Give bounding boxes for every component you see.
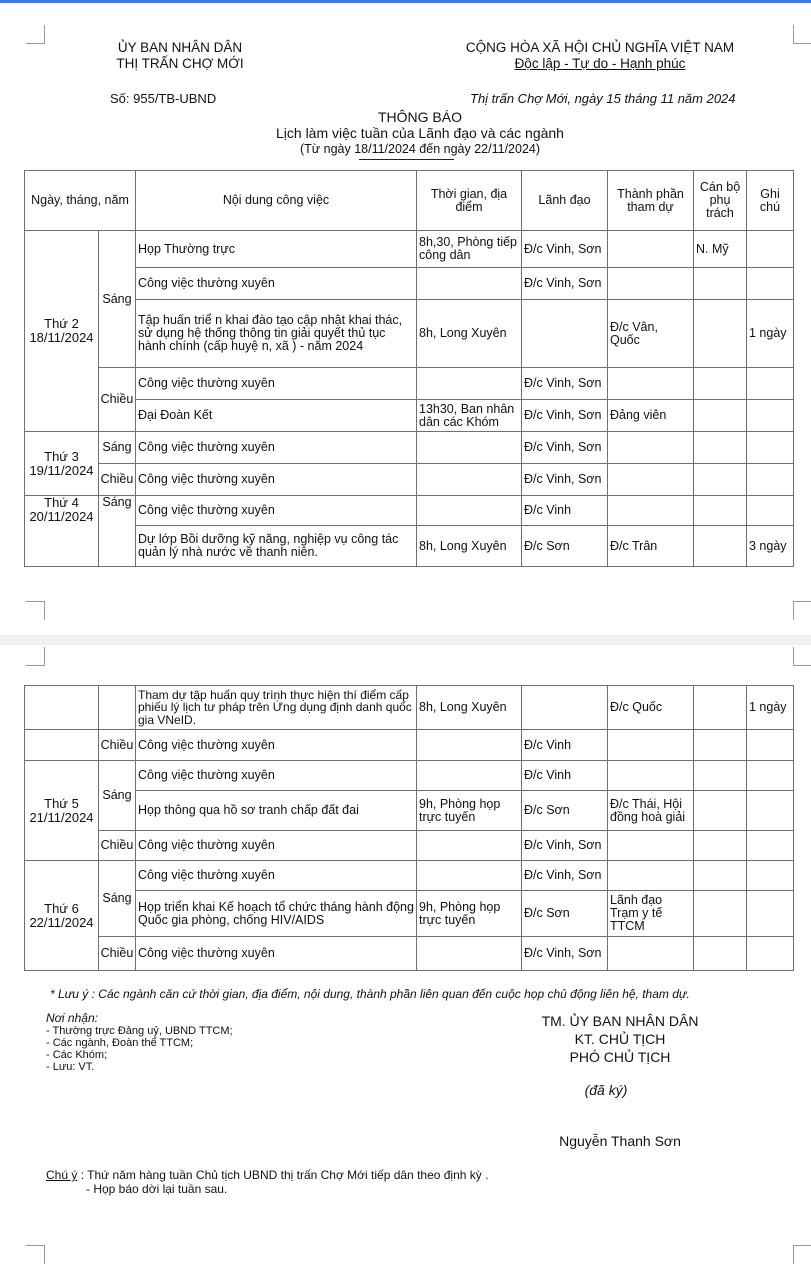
document-type: THÔNG BÁO: [377, 109, 462, 125]
title-underline: [359, 159, 454, 160]
participants-cell: Đ/c Trân: [608, 526, 694, 567]
col-header-time-place: Thời gian, địa điểm: [417, 171, 522, 231]
session-cell: Chiều: [99, 937, 136, 971]
table-row: [25, 231, 794, 268]
national-heading: [430, 40, 770, 72]
page-corner-mark: [26, 601, 45, 620]
table-row: [25, 730, 794, 761]
participants-cell: [608, 432, 694, 464]
participants-cell: Đ/c Quốc: [608, 686, 694, 730]
signature-block: [500, 1012, 740, 1066]
officer-cell: [694, 861, 747, 891]
participants-cell: [608, 730, 694, 761]
session-cell: Chiều: [99, 831, 136, 861]
content-cell: Đại Đoàn Kết: [136, 400, 417, 432]
table-row: [25, 300, 794, 368]
note-cell: [747, 268, 794, 300]
schedule-table: [24, 170, 794, 567]
document-page-1: [0, 3, 811, 635]
officer-cell: [694, 268, 747, 300]
title-block: [205, 109, 635, 157]
leader-cell: Đ/c Vinh, Sơn: [522, 432, 608, 464]
leader-cell: Đ/c Vinh, Sơn: [522, 937, 608, 971]
day-cell: [25, 730, 99, 761]
time-place-cell: 8h,30, Phòng tiếp công dân: [417, 231, 522, 268]
officer-cell: [694, 730, 747, 761]
table-row: [25, 761, 794, 791]
day-cell: [25, 686, 99, 730]
content-cell: Tập huấn triể n khai đào tạo cập nhật khai thác, sử dụng hệ thống thông tin giải quyết thủ tục hành chính (cấp huyệ n, xã ) - năm 2024: [136, 300, 417, 368]
content-cell: Công việc thường xuyên: [136, 368, 417, 400]
session-cell: [99, 686, 136, 730]
date-range: (Từ ngày 18/11/2024 đến ngày 22/11/2024): [299, 142, 541, 156]
participants-cell: [608, 761, 694, 791]
content-cell: Họp Thường trực: [136, 231, 417, 268]
note-cell: [747, 761, 794, 791]
time-place-cell: [417, 861, 522, 891]
note-cell: [747, 231, 794, 268]
recipient-item: - Thường trực Đảng uỷ, UBND TTCM;: [46, 1025, 233, 1037]
day-date: 22/11/2024: [29, 914, 94, 930]
day-cell: [25, 861, 99, 971]
officer-cell: [694, 400, 747, 432]
leader-cell: Đ/c Vinh, Sơn: [522, 268, 608, 300]
attention-line-1: : Thứ năm hàng tuần Chủ tịch UBND thị trấn Chợ Mới tiếp dân theo định kỳ .: [77, 1168, 489, 1182]
officer-cell: [694, 686, 747, 730]
note-cell: [747, 891, 794, 937]
day-name: Thứ 3: [44, 448, 79, 464]
officer-cell: [694, 891, 747, 937]
note-cell: [747, 937, 794, 971]
document-page-2: [0, 645, 811, 1280]
content-cell: Công việc thường xuyên: [136, 761, 417, 791]
day-cell: [25, 496, 99, 567]
attention-label: Chú ý: [46, 1168, 78, 1182]
col-header-participants: Thành phần tham dự: [608, 171, 694, 231]
national-motto: Độc lập - Tự do - Hạnh phúc: [514, 56, 686, 71]
note-cell: [747, 368, 794, 400]
table-row: [25, 526, 794, 567]
schedule-table-continued: [24, 685, 794, 971]
recipients-title: Nơi nhận:: [46, 1011, 98, 1025]
table-row: [25, 891, 794, 937]
time-place-cell: [417, 831, 522, 861]
officer-cell: [694, 464, 747, 496]
content-cell: Công việc thường xuyên: [136, 730, 417, 761]
table-row: [25, 861, 794, 891]
leader-cell: Đ/c Vinh, Sơn: [522, 831, 608, 861]
day-date: 21/11/2024: [29, 809, 94, 825]
session-cell: Sáng: [99, 761, 136, 831]
col-header-officer: Cán bộ phụ trách: [694, 171, 747, 231]
session-cell: Sáng: [99, 231, 136, 368]
session-cell: Chiều: [99, 730, 136, 761]
leader-cell: Đ/c Vinh: [522, 496, 608, 526]
participants-cell: [608, 831, 694, 861]
content-cell: Công việc thường xuyên: [136, 831, 417, 861]
recipient-item: - Các ngành, Đoàn thể TTCM;: [46, 1037, 194, 1049]
participants-cell: [608, 231, 694, 268]
day-cell: [25, 231, 99, 432]
page-corner-mark: [793, 25, 811, 44]
participants-cell: [608, 937, 694, 971]
time-place-cell: [417, 937, 522, 971]
note-cell: 3 ngày: [747, 526, 794, 567]
leader-cell: Đ/c Vinh, Sơn: [522, 368, 608, 400]
content-cell: Tham dự tập huấn quy trình thực hiện thí điểm cấp phiếu lý lịch tư pháp trên Ứng dụng định danh quốc gia VNeID.: [136, 686, 417, 730]
content-cell: Họp triển khai Kế hoạch tổ chức tháng hành động Quốc gia phòng, chống HIV/AIDS: [136, 891, 417, 937]
content-cell: Công việc thường xuyên: [136, 268, 417, 300]
sign-line-1: TM. ỦY BAN NHÂN DÂN: [541, 1013, 699, 1029]
agency-unit: THỊ TRẤN CHỢ MỚI: [116, 56, 244, 71]
table-row: [25, 464, 794, 496]
content-cell: Công việc thường xuyên: [136, 937, 417, 971]
leader-cell: Đ/c Vinh: [522, 730, 608, 761]
leader-cell: [522, 686, 608, 730]
time-place-cell: [417, 730, 522, 761]
col-header-note: Ghi chú: [747, 171, 794, 231]
note-cell: 1 ngày: [747, 686, 794, 730]
content-cell: Công việc thường xuyên: [136, 496, 417, 526]
day-date: 19/11/2024: [29, 462, 94, 478]
officer-cell: N. Mỹ: [694, 231, 747, 268]
day-date: 18/11/2024: [29, 330, 94, 345]
session-cell: Chiều: [99, 368, 136, 432]
time-place-cell: [417, 432, 522, 464]
time-place-cell: 13h30, Ban nhân dân các Khóm: [417, 400, 522, 432]
table-row: [25, 831, 794, 861]
recipients-block: [46, 1011, 233, 1073]
day-name: Thứ 5: [44, 795, 79, 811]
note-cell: [747, 861, 794, 891]
national-title: CỘNG HÒA XÃ HỘI CHỦ NGHĨA VIỆT NAM: [465, 40, 735, 55]
time-place-cell: [417, 496, 522, 526]
note-cell: 1 ngày: [747, 300, 794, 368]
table-header-row: [25, 171, 794, 231]
day-cell: [25, 432, 99, 496]
leader-cell: Đ/c Vinh, Sơn: [522, 861, 608, 891]
participants-cell: [608, 496, 694, 526]
officer-cell: [694, 496, 747, 526]
time-place-cell: 8h, Long Xuyên: [417, 300, 522, 368]
officer-cell: [694, 761, 747, 791]
session-cell: Sáng: [99, 496, 136, 567]
participants-cell: Đ/c Thái, Hội đồng hoà giải: [608, 791, 694, 831]
officer-cell: [694, 937, 747, 971]
note-cell: [747, 730, 794, 761]
attention-line-2: - Họp báo dời lại tuần sau.: [86, 1182, 228, 1196]
note-cell: [747, 400, 794, 432]
document-subtitle: Lịch làm việc tuần của Lãnh đạo và các ngành: [276, 125, 564, 141]
page-corner-mark: [26, 647, 45, 666]
time-place-cell: 8h, Long Xuyên: [417, 526, 522, 567]
table-row: [25, 496, 794, 526]
document-number: Số: 955/TB-UBND: [110, 91, 217, 106]
recipient-item: - Các Khóm;: [46, 1049, 108, 1061]
page-corner-mark: [793, 601, 811, 620]
table-row: [25, 368, 794, 400]
officer-cell: [694, 831, 747, 861]
participants-cell: Lãnh đạo Trạm y tế TTCM: [608, 891, 694, 937]
agency-name: ỦY BAN NHÂN DÂN: [117, 40, 243, 55]
signer-name: Nguyễn Thanh Sơn: [559, 1133, 681, 1149]
leader-cell: Đ/c Vinh, Sơn: [522, 231, 608, 268]
session-cell: Chiều: [99, 464, 136, 496]
sign-line-2: KT. CHỦ TỊCH: [574, 1031, 666, 1047]
officer-cell: [694, 432, 747, 464]
time-place-cell: [417, 761, 522, 791]
session-cell: Sáng: [99, 861, 136, 937]
agency-block: [80, 40, 280, 72]
table-row: [25, 686, 794, 730]
day-name: Thứ 2: [44, 316, 79, 331]
day-cell: [25, 761, 99, 861]
note-cell: [747, 432, 794, 464]
note-cell: [747, 831, 794, 861]
time-place-cell: [417, 368, 522, 400]
table-row: [25, 937, 794, 971]
leader-cell: Đ/c Vinh: [522, 761, 608, 791]
page-corner-mark: [26, 25, 45, 44]
day-name: Thứ 4: [44, 495, 79, 510]
officer-cell: [694, 791, 747, 831]
content-cell: Công việc thường xuyên: [136, 464, 417, 496]
col-header-date: Ngày, tháng, năm: [25, 171, 136, 231]
sign-line-3: PHÓ CHỦ TỊCH: [569, 1049, 671, 1065]
recipient-item: - Lưu: VT.: [46, 1061, 95, 1073]
time-place-cell: 9h, Phòng họp trực tuyến: [417, 791, 522, 831]
time-place-cell: [417, 268, 522, 300]
time-place-cell: 8h, Long Xuyên: [417, 686, 522, 730]
table-row: [25, 400, 794, 432]
page-corner-mark: [26, 1245, 45, 1264]
time-place-cell: [417, 464, 522, 496]
note-cell: [747, 496, 794, 526]
signed-mark: (đã ký): [584, 1082, 628, 1098]
page-corner-mark: [793, 1245, 811, 1264]
participants-cell: [608, 464, 694, 496]
officer-cell: [694, 368, 747, 400]
note-cell: [747, 464, 794, 496]
col-header-content: Nội dung công việc: [136, 171, 417, 231]
content-cell: Dự lớp Bồi dưỡng kỹ năng, nghiệp vụ công tác quản lý nhà nước về thanh niên.: [136, 526, 417, 567]
session-cell: Sáng: [99, 432, 136, 464]
content-cell: Công việc thường xuyên: [136, 861, 417, 891]
officer-cell: [694, 526, 747, 567]
participants-cell: [608, 861, 694, 891]
time-place-cell: 9h, Phòng họp trực tuyến: [417, 891, 522, 937]
leader-cell: Đ/c Sơn: [522, 791, 608, 831]
leader-cell: Đ/c Vinh, Sơn: [522, 400, 608, 432]
officer-cell: [694, 300, 747, 368]
table-row: [25, 791, 794, 831]
attention-note: [46, 1168, 488, 1196]
note-cell: [747, 791, 794, 831]
content-cell: Họp thông qua hồ sơ tranh chấp đất đai: [136, 791, 417, 831]
day-date: 20/11/2024: [29, 509, 94, 524]
participants-cell: [608, 368, 694, 400]
participants-cell: Đảng viên: [608, 400, 694, 432]
leader-cell: [522, 300, 608, 368]
leader-cell: Đ/c Sơn: [522, 526, 608, 567]
participants-cell: [608, 268, 694, 300]
participants-cell: Đ/c Vân, Quốc: [608, 300, 694, 368]
place-date: Thị trấn Chợ Mới, ngày 15 tháng 11 năm 2024: [470, 91, 736, 106]
leader-cell: Đ/c Vinh, Sơn: [522, 464, 608, 496]
content-cell: Công việc thường xuyên: [136, 432, 417, 464]
page-corner-mark: [793, 647, 811, 666]
col-header-leader: Lãnh đạo: [522, 171, 608, 231]
advice-note: * Lưu ý : Các ngành căn cứ thời gian, địa điểm, nội dung, thành phần liên quan đến cuộc họp chủ động liên hệ, tham dự.: [50, 987, 690, 1001]
table-row: [25, 432, 794, 464]
table-row: [25, 268, 794, 300]
day-name: Thứ 6: [44, 900, 79, 916]
leader-cell: Đ/c Sơn: [522, 891, 608, 937]
